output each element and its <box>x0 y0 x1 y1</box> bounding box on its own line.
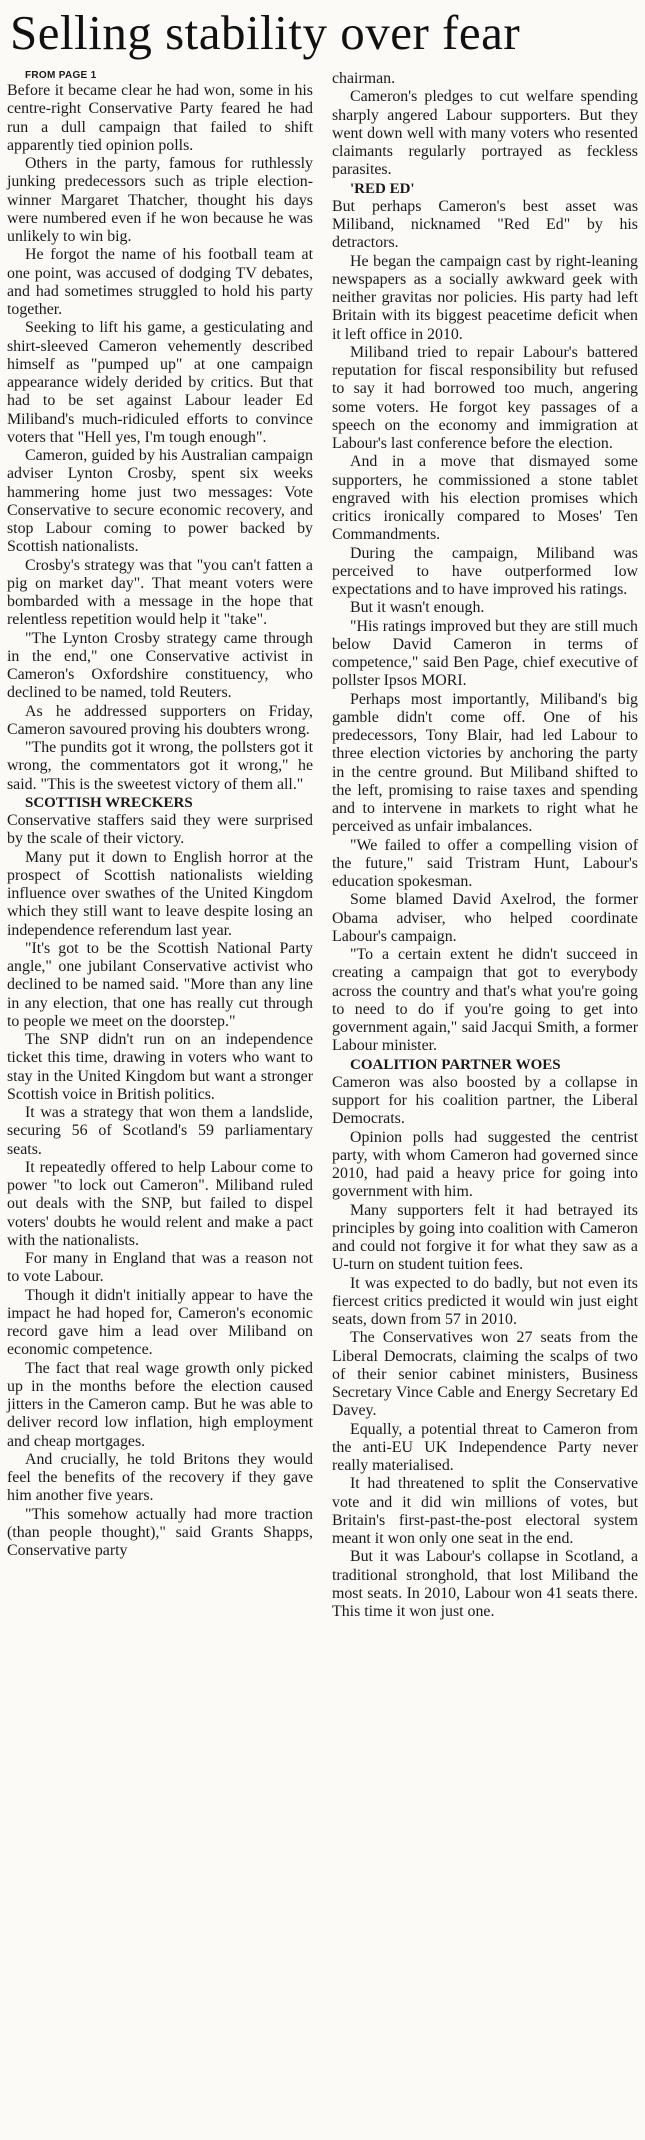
paragraph: As he addressed supporters on Friday, Cameron savoured proving his doubters wrong. <box>7 702 313 738</box>
paragraph: It had threatened to split the Conservative vote and it did win millions of votes, but Britain's first-past-the-post electoral system meant it won only one seat in the end. <box>332 1475 638 1547</box>
paragraph: For many in England that was a reason not to vote Labour. <box>7 1250 313 1286</box>
paragraph: Perhaps most importantly, Miliband's big gamble didn't come off. One of his predecessors, Tony Blair, had led Labour to three election victories by anchoring the party in the centre ground. But Miliband shifted to the left, promising to raise taxes and spending and to intervene in markets to right what he perceived as unfair imbalances. <box>332 690 638 836</box>
subheading: SCOTTISH WRECKERS <box>25 794 193 811</box>
paragraph: And crucially, he told Britons they would feel the benefits of the recovery if they gave him another five years. <box>7 1450 313 1505</box>
paragraph: It was expected to do badly, but not even its fiercest critics predicted it would win just eight seats, down from 57 in 2010. <box>332 1274 638 1328</box>
paragraph: "To a certain extent he didn't succeed in creating a campaign that got to everybody across the country and that's what you're going to need to do if you're going to get into government again," said Jacqui Smith, a former Labour minister. <box>332 946 638 1055</box>
paragraph: Cameron, guided by his Australian campaign adviser Lynton Crosby, spent six weeks hammering home just two messages: Vote Conservative to secure economic recovery, and stop Labour coming to power backed by Scottish nationalists. <box>7 447 313 556</box>
paragraph: Many supporters felt it had betrayed its principles by going into coalition with Cameron and could not forgive it for what they saw as a U-turn on student tuition fees. <box>332 1201 638 1274</box>
paragraph: Some blamed David Axelrod, the former Obama adviser, who helped coordinate Labour's campaign. <box>332 891 638 945</box>
paragraph: The SNP didn't run on an independence ticket this time, drawing in voters who want to stay in the United Kingdom but want a stronger Scottish voice in British politics. <box>7 1031 313 1103</box>
paragraph: He began the campaign cast by right-leaning newspapers as a socially awkward geek with neither gravitas nor policies. His party had left Britain with its biggest peacetime deficit when it left office in 2010. <box>332 252 638 343</box>
paragraph: "The pundits got it wrong, the pollsters got it wrong, the commentators got it wrong," he said. "This is the sweetest victory of them all." <box>7 739 313 793</box>
left-column <box>7 70 313 1560</box>
subheading: 'RED ED' <box>350 180 415 197</box>
right-column <box>332 70 638 1621</box>
paragraph: Cameron's pledges to cut welfare spending sharply angered Labour supporters. But they went down well with many voters who resented claimants regularly portrayed as feckless parasites. <box>332 88 638 179</box>
paragraph: "His ratings improved but they are still much below David Cameron in terms of competence," said Ben Page, chief executive of pollster Ipsos MORI. <box>332 617 638 690</box>
paragraph: "It's got to be the Scottish National Party angle," one jubilant Conservative activist who declined to be named said. "More than any line in any election, that one has really cut through to people we meet on the doorstep." <box>7 939 313 1030</box>
paragraph: And in a move that dismayed some supporters, he commissioned a stone tablet engraved with his election promises which critics ironically compared to Moses' Ten Commandments. <box>332 453 638 544</box>
paragraph: chairman. <box>332 70 396 87</box>
paragraph: "The Lynton Crosby strategy came through in the end," one Conservative activist in Cameron's Oxfordshire constituency, who declined to be named, told Reuters. <box>7 629 313 702</box>
paragraph: The fact that real wage growth only picked up in the months before the election caused jitters in the Cameron camp. But he was able to deliver record low inflation, high employment and cheap mortgages. <box>7 1359 313 1450</box>
paragraph: It repeatedly offered to help Labour come to power "to lock out Cameron". Miliband ruled out deals with the SNP, but failed to dispel voters' doubts he would relent and make a pact with the nationalists. <box>7 1158 313 1249</box>
paragraph: During the campaign, Miliband was perceived to have outperformed low expectations and to have improved his ratings. <box>332 544 638 598</box>
paragraph: Crosby's strategy was that "you can't fatten a pig on market day". That meant voters were bombarded with a message in the hope that relentless repetition would help it "take". <box>7 556 313 629</box>
paragraph: Miliband tried to repair Labour's battered reputation for fiscal responsibility but refused to say it had borrowed too much, angering some voters. He forgot key passages of a speech on the economy and immigration at Labour's last conference before the election. <box>332 343 638 452</box>
paragraph: The Conservatives won 27 seats from the Liberal Democrats, claiming the scalps of two of their senior cabinet ministers, Business Secretary Vince Cable and Energy Secretary Ed Davey. <box>332 1329 638 1420</box>
paragraph: Seeking to lift his game, a gesticulating and shirt-sleeved Cameron vehemently described himself as "pumped up" at one campaign appearance widely derided by critics. But that had to be set against Labour leader Ed Miliband's much-ridiculed efforts to convince voters that "Hell yes, I'm tough enough". <box>7 319 313 446</box>
paragraph: Opinion polls had suggested the centrist party, with whom Cameron had governed since 2010, had paid a heavy price for going into government with him. <box>332 1128 638 1201</box>
paragraph: It was a strategy that won them a landslide, securing 56 of Scotland's 59 parliamentary seats. <box>7 1104 313 1158</box>
paragraph: "This somehow actually had more traction (than people thought)," said Grants Shapps, Conservative party <box>7 1505 313 1559</box>
paragraph: But it was Labour's collapse in Scotland, a traditional stronghold, that lost Miliband the most seats. In 2010, Labour won 41 seats there. This time it won just one. <box>332 1548 638 1620</box>
right-column-body <box>332 70 638 1621</box>
paragraph: Many put it down to English horror at the prospect of Scottish nationalists wielding influence over swathes of the United Kingdom which they still want to leave despite losing an independence referendum last year. <box>7 848 313 939</box>
paragraph: Before it became clear he had won, some in his centre-right Conservative Party feared he had run a dull campaign that failed to shift apparently tied opinion polls. <box>7 82 313 154</box>
subheading: COALITION PARTNER WOES <box>350 1056 561 1073</box>
paragraph: Equally, a potential threat to Cameron from the anti-EU UK Independence Party never really materialised. <box>332 1420 638 1474</box>
paragraph: "We failed to offer a compelling vision of the future," said Tristram Hunt, Labour's education spokesman. <box>332 836 638 890</box>
paragraph: Though it didn't initially appear to have the impact he had hoped for, Cameron's economic record gave him a lead over Miliband on economic competence. <box>7 1286 313 1359</box>
paragraph: Conservative staffers said they were surprised by the scale of their victory. <box>7 812 313 848</box>
paragraph: Cameron was also boosted by a collapse in support for his coalition partner, the Liberal Democrats. <box>332 1073 638 1128</box>
left-column-body <box>7 82 313 1560</box>
kicker: FROM PAGE 1 <box>25 70 97 81</box>
headline: Selling stability over fear <box>10 5 521 60</box>
paragraph: But it wasn't enough. <box>350 599 485 617</box>
paragraph: He forgot the name of his football team at one point, was accused of dodging TV debates, and had sometimes struggled to hold his party together. <box>7 246 313 318</box>
paragraph: But perhaps Cameron's best asset was Miliband, nicknamed "Red Ed" by his detractors. <box>332 197 638 252</box>
paragraph: Others in the party, famous for ruthlessly junking predecessors such as triple election-winner Margaret Thatcher, thought his days were numbered even if he won because he was unlikely to win big. <box>7 155 313 245</box>
